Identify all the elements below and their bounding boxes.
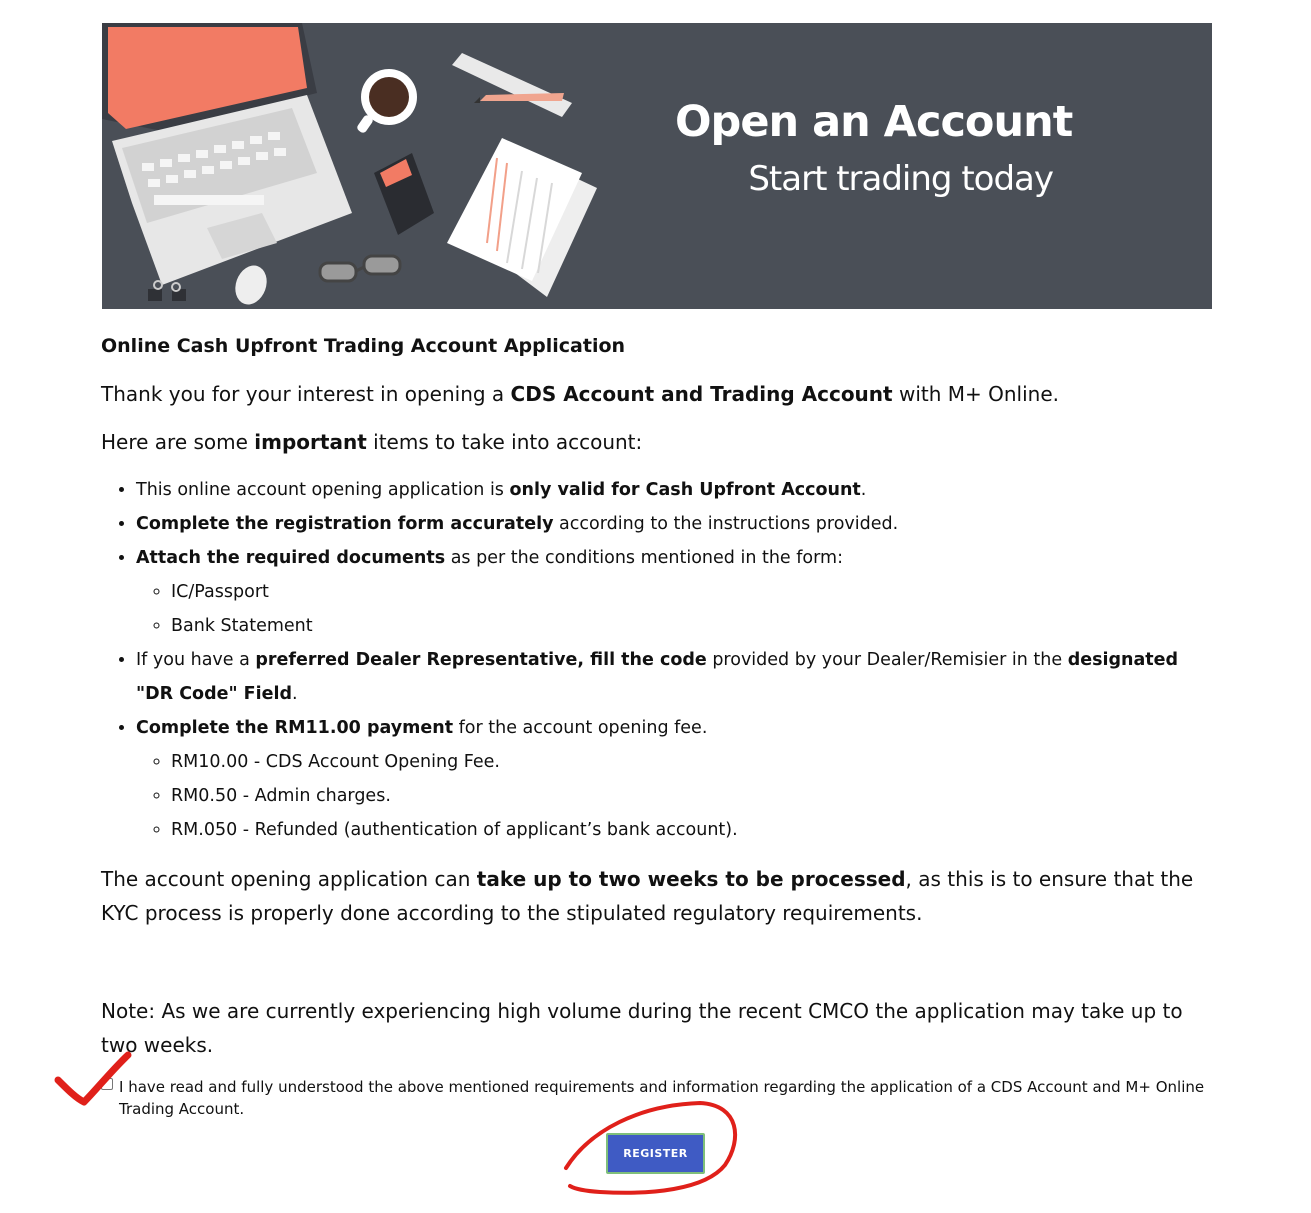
item-text-bold: Complete the registration form accurately: [136, 514, 554, 534]
fees-sublist: [136, 745, 1211, 847]
intro-text-post: with M+ Online.: [892, 382, 1059, 406]
ruler-icon: [452, 53, 572, 117]
item-text-bold: preferred Dealer Representative, fill the code: [255, 650, 707, 670]
important-paragraph: [101, 425, 1211, 459]
red-checkmark-annotation: [58, 1055, 128, 1102]
binder-clip-icon: [148, 281, 186, 301]
list-item: [136, 473, 1211, 507]
intro-text-pre: Thank you for your interest in opening a: [101, 382, 511, 406]
processing-paragraph: [101, 862, 1211, 930]
intro-text-bold: CDS Account and Trading Account: [510, 382, 893, 406]
documents-icon: [447, 138, 597, 297]
list-item: [136, 507, 1211, 541]
intro-paragraph: [101, 377, 1211, 411]
item-text: for the account opening fee.: [453, 718, 708, 738]
list-item: [136, 711, 1211, 847]
processing-text-bold: take up to two weeks to be processed: [476, 867, 906, 891]
item-text: provided by your Dealer/Remisier in the: [706, 650, 1068, 670]
documents-sublist: [136, 575, 1211, 643]
coffee-cup-icon: [356, 69, 417, 134]
item-text-bold: only valid for Cash Upfront Account: [509, 480, 861, 500]
item-text: .: [292, 684, 298, 704]
main-content: [101, 330, 1211, 1062]
banner-subtitle: Start trading today: [748, 159, 1053, 199]
list-item: [136, 643, 1211, 711]
important-text-bold: important: [254, 430, 367, 454]
item-text-bold: Attach the required documents: [136, 548, 446, 568]
calculator-icon: [374, 153, 434, 235]
item-text: If you have a: [136, 650, 256, 670]
mouse-icon: [230, 261, 272, 309]
sub-list-item: ◦ Bank Statement: [171, 609, 1211, 643]
sub-list-item: ◦ RM10.00 - CDS Account Opening Fee.: [171, 745, 1211, 779]
item-text: This online account opening application is: [136, 480, 510, 500]
processing-text-post: , as this is to ensure that the KYC process is properly done according to the stipulated regulatory requirements.: [101, 867, 1194, 925]
list-item: [136, 541, 1211, 643]
sub-list-item: ◦ IC/Passport: [171, 575, 1211, 609]
agreement-checkbox[interactable]: [101, 1078, 113, 1090]
register-button[interactable]: REGISTER: [606, 1133, 705, 1174]
page-title: Online Cash Upfront Trading Account Application: [101, 335, 626, 357]
item-text: as per the conditions mentioned in the form:: [445, 548, 843, 568]
requirements-list: [101, 473, 1211, 847]
important-text-post: items to take into account:: [366, 430, 643, 454]
item-text-bold: Complete the RM11.00 payment: [136, 718, 454, 738]
glasses-icon: [320, 256, 400, 281]
agreement-label[interactable]: I have read and fully understood the above mentioned requirements and information regarding the application of a CDS Account and M+ Online Trading Account.: [119, 1078, 1205, 1118]
note-paragraph: Note: As we are currently experiencing high volume during the recent CMCO the application may take up to two weeks.: [101, 999, 1183, 1057]
sub-list-item: ◦ RM.050 - Refunded (authentication of applicant’s bank account).: [171, 813, 1211, 847]
item-text-bold: designated "DR Code" Field: [136, 650, 1179, 704]
item-text: according to the instructions provided.: [553, 514, 899, 534]
sub-list-item: ◦ RM0.50 - Admin charges.: [171, 779, 1211, 813]
hero-banner: [102, 23, 1212, 309]
item-text: .: [860, 480, 867, 500]
important-text-pre: Here are some: [101, 430, 255, 454]
processing-text-pre: The account opening application can: [101, 867, 477, 891]
laptop-icon: [102, 23, 352, 285]
banner-title: Open an Account: [675, 97, 1073, 147]
